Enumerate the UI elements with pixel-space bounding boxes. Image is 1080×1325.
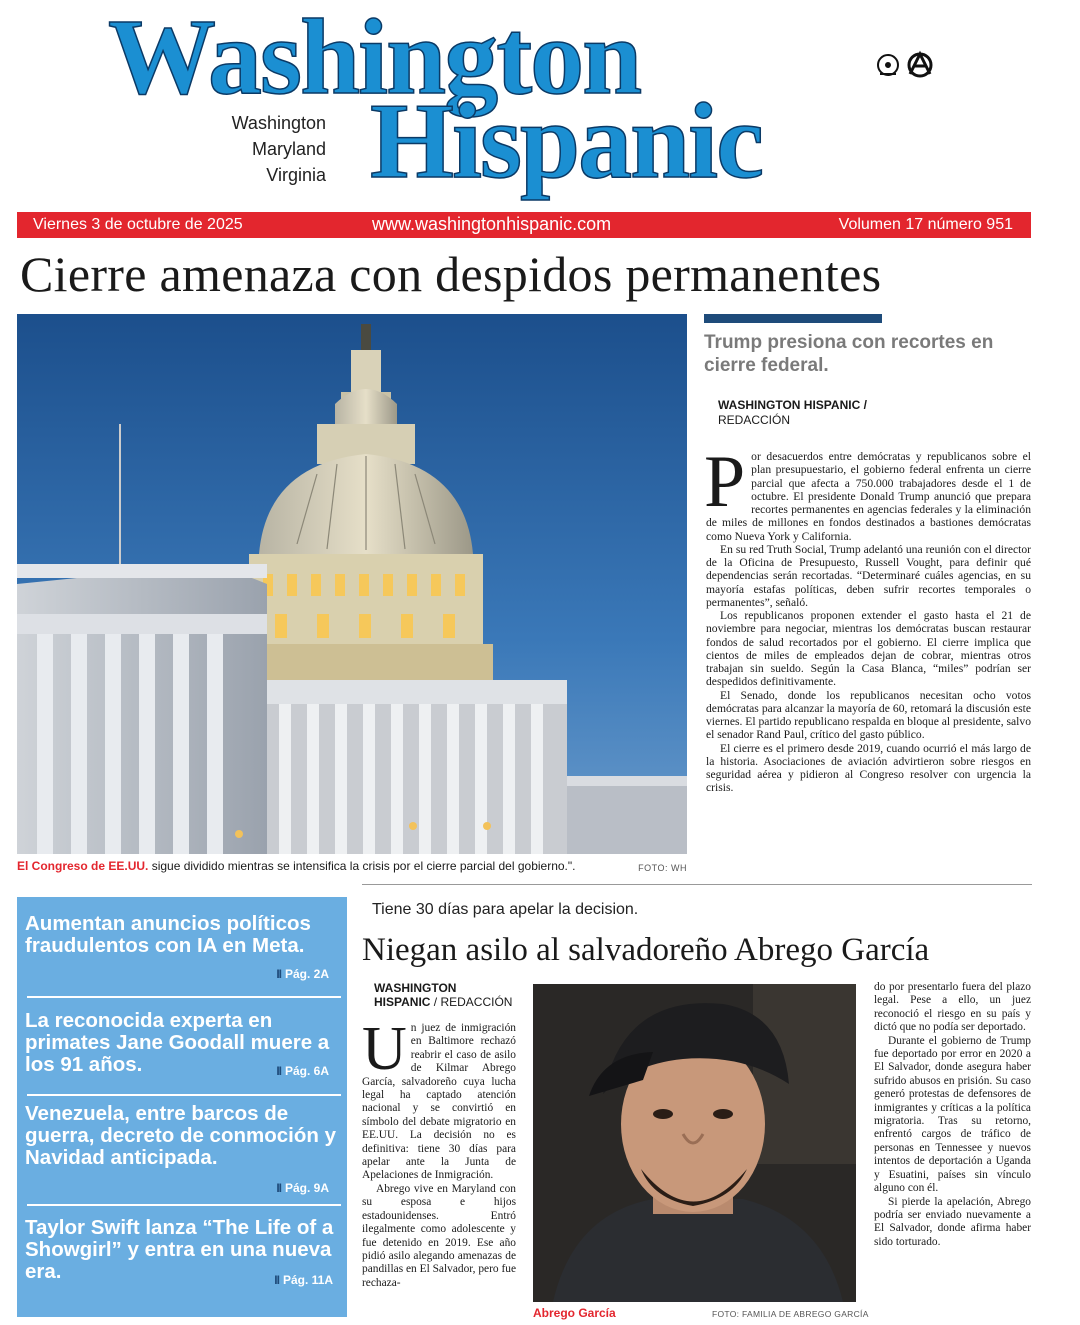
article-paragraph: En su red Truth Social, Trump adelantó una reunión con el director de la Oficina de Presupuesto, Russell Vought, para definir qué dependencias serán recortadas. “Determinaré cuáles agencias, en su mayoría estafas políticas, deben sufrir recortes temporales o permanentes”, señaló. [706,542,1031,609]
caption-text: sigue dividido mientras se intensifica la crisis por el cierre parcial del gobierno.". [148,859,576,873]
capitol-photo [17,314,687,854]
article-paragraph: Abrego vive en Maryland con su esposa e hijos estadounidenses. Entró ilegalmente como adolescente y fue detenido en 2019. Ese año pidió asilo alegando amenazas de pandillas en El Salvador, pero fue rechaza- [362,1182,516,1289]
association-logos [874,50,944,80]
page-reference[interactable]: II Pág. 11A [274,1273,333,1287]
sidebar-divider [27,996,341,998]
date-bar [17,212,1031,238]
section-divider [362,884,1032,885]
news-sidebar [17,897,347,1317]
masthead-title-washington: Washington [108,0,641,117]
article-paragraph: El Senado, donde los republicanos necesitan ocho votos demócratas para alcanzar la mayoría de 60, retomará la discusión este viernes. El partido republicano respalda en bloque al presidente, salvo el senador Rand Paul, crítico del gasto público. [706,688,1031,742]
masthead-title-hispanic: Hispanic [370,82,763,201]
drop-cap: U [362,1015,407,1083]
sidebar-item-jane-goodall[interactable] [25,1010,343,1076]
page-marker-icon: II [276,967,281,981]
sidebar-divider [27,1204,341,1206]
article-paragraph: Un juez de inmigración en Baltimore rechazó reabrir el caso de asilo de Kilmar Abrego García, salvadoreño cuya lucha legal ha captado atención nacional y se convirtió en símbolo del debate migratorio en EE.UU. La decisión no es definitiva: tiene 30 días para apelar ante la Junta de Apelaciones de Inmigración. [362,1015,516,1182]
masthead-regions [150,110,326,188]
sidebar-item-meta-ads[interactable] [25,912,343,981]
region-maryland: Maryland [251,139,326,159]
story-column-2 [874,981,1031,1249]
lead-headline: Cierre amenaza con despidos permanentes [20,246,882,302]
sidebar-item-venezuela[interactable] [25,1102,343,1195]
page-reference[interactable]: II Pág. 6A [276,1064,329,1078]
story-kicker: Tiene 30 días para apelar la decision. [372,901,639,918]
photo-credit: FOTO: WH [638,863,687,873]
story-photo-caption: Abrego García [533,1306,616,1320]
article-paragraph: Si pierde la apelación, Abrego podría ser enviado nuevamente a El Salvador, donde afirma haber sido torturado. [874,1195,1031,1248]
page-reference[interactable]: II Pág. 9A [276,1181,329,1195]
association-seal-icon [874,50,944,80]
sidebar-divider [27,1094,341,1096]
lead-byline [718,398,867,428]
sidebar-item-title: Aumentan anuncios políticos fraudulentos con IA en Meta. [25,912,311,957]
page-marker-icon: II [276,1181,281,1195]
section-rule [704,314,882,323]
photo-caption [17,858,687,874]
region-washington: Washington [231,113,326,133]
lead-article-body [704,441,1031,795]
byline-org-line2: HISPANIC [374,995,431,1009]
sidebar-item-taylor-swift[interactable] [25,1216,343,1287]
story-headline: Niegan asilo al salvadoreño Abrego García [362,932,930,968]
drop-cap: P [704,441,746,523]
abrego-garcia-photo [533,984,856,1302]
article-paragraph: Los republicanos proponen extender el gasto hasta el 21 de noviembre para negociar, mientras los demócratas buscan restaurar fondos de salud recortados por el gobierno. El cierre implica que cientos de miles de empleados dejan de cobrar, mientras otros trabajan sin sueldo. Según la Casa Blanca, “miles” podrían ser despedidos definitivamente. [706,609,1031,689]
byline-org: WASHINGTON HISPANIC / [718,398,867,412]
article-paragraph: Durante el gobierno de Trump fue deportado por error en 2020 a El Salvador, donde asegura haber sufrido abusos en prisión. Su caso generó protestas de defensores de inmigrantes y críticas a la política migratoria. Tras su retorno, enfrentó cargos de tráfico de personas en Tennessee y nuevos intentos de deportación a Uganda y Esuatini, países sin vínculo alguno con él. [874,1034,1031,1195]
issue-volume: Volumen 17 número 951 [838,216,1013,233]
article-paragraph: El cierre es el primero desde 2019, cuando ocurrió el más largo de la historia. Asociaciones de aviación advirtieron sobre riesgos en seguridad aérea y pidieron al Congreso resolver con urgencia la crisis. [706,741,1031,795]
region-virginia: Virginia [266,165,326,185]
page-reference[interactable]: II Pág. 2A [276,967,329,981]
sidebar-item-title: Venezuela, entre barcos de guerra, decreto de conmoción y Navidad anticipada. [25,1102,336,1169]
story-column-1 [362,1015,516,1290]
page-marker-icon: II [276,1064,281,1078]
sidebar-item-title: Taylor Swift lanza “The Life of a Showgirl” y entra en una nueva era. [25,1216,334,1283]
story-byline [374,981,512,1009]
story-photo-credit: FOTO: FAMILIA DE ABREGO GARCÍA [712,1309,869,1319]
page-marker-icon: II [274,1273,279,1287]
caption-lead: El Congreso de EE.UU. [17,859,149,873]
sidebar-item-title: La reconocida experta en primates Jane Goodall muere a los 91 años. [25,1009,330,1076]
byline-role: REDACCIÓN [718,413,791,427]
article-paragraph: do por presentarlo fuera del plazo legal. Pese a ello, un juez reconoció el riesgo en su país y dictó que no podía ser deportado. [874,981,1031,1034]
byline-role: / REDACCIÓN [430,995,513,1009]
lead-subhead: Trump presiona con recortes en cierre federal. [704,332,994,376]
byline-org-line1: WASHINGTON [374,981,457,995]
website-link[interactable]: www.washingtonhispanic.com [372,214,612,234]
issue-date: Viernes 3 de octubre de 2025 [33,216,243,233]
article-paragraph: Por desacuerdos entre demócratas y republicanos sobre el plan presupuestario, el gobierno federal enfrenta un cierre parcial que afecta a 750.000 trabajadores desde el 1 de octubre. El presidente Donald Trump anunció que prepara recortes permanentes en agencias federales y la eliminación de miles de millones en fondos destinados a bastiones demócratas como Nueva York y California. [704,441,1031,543]
